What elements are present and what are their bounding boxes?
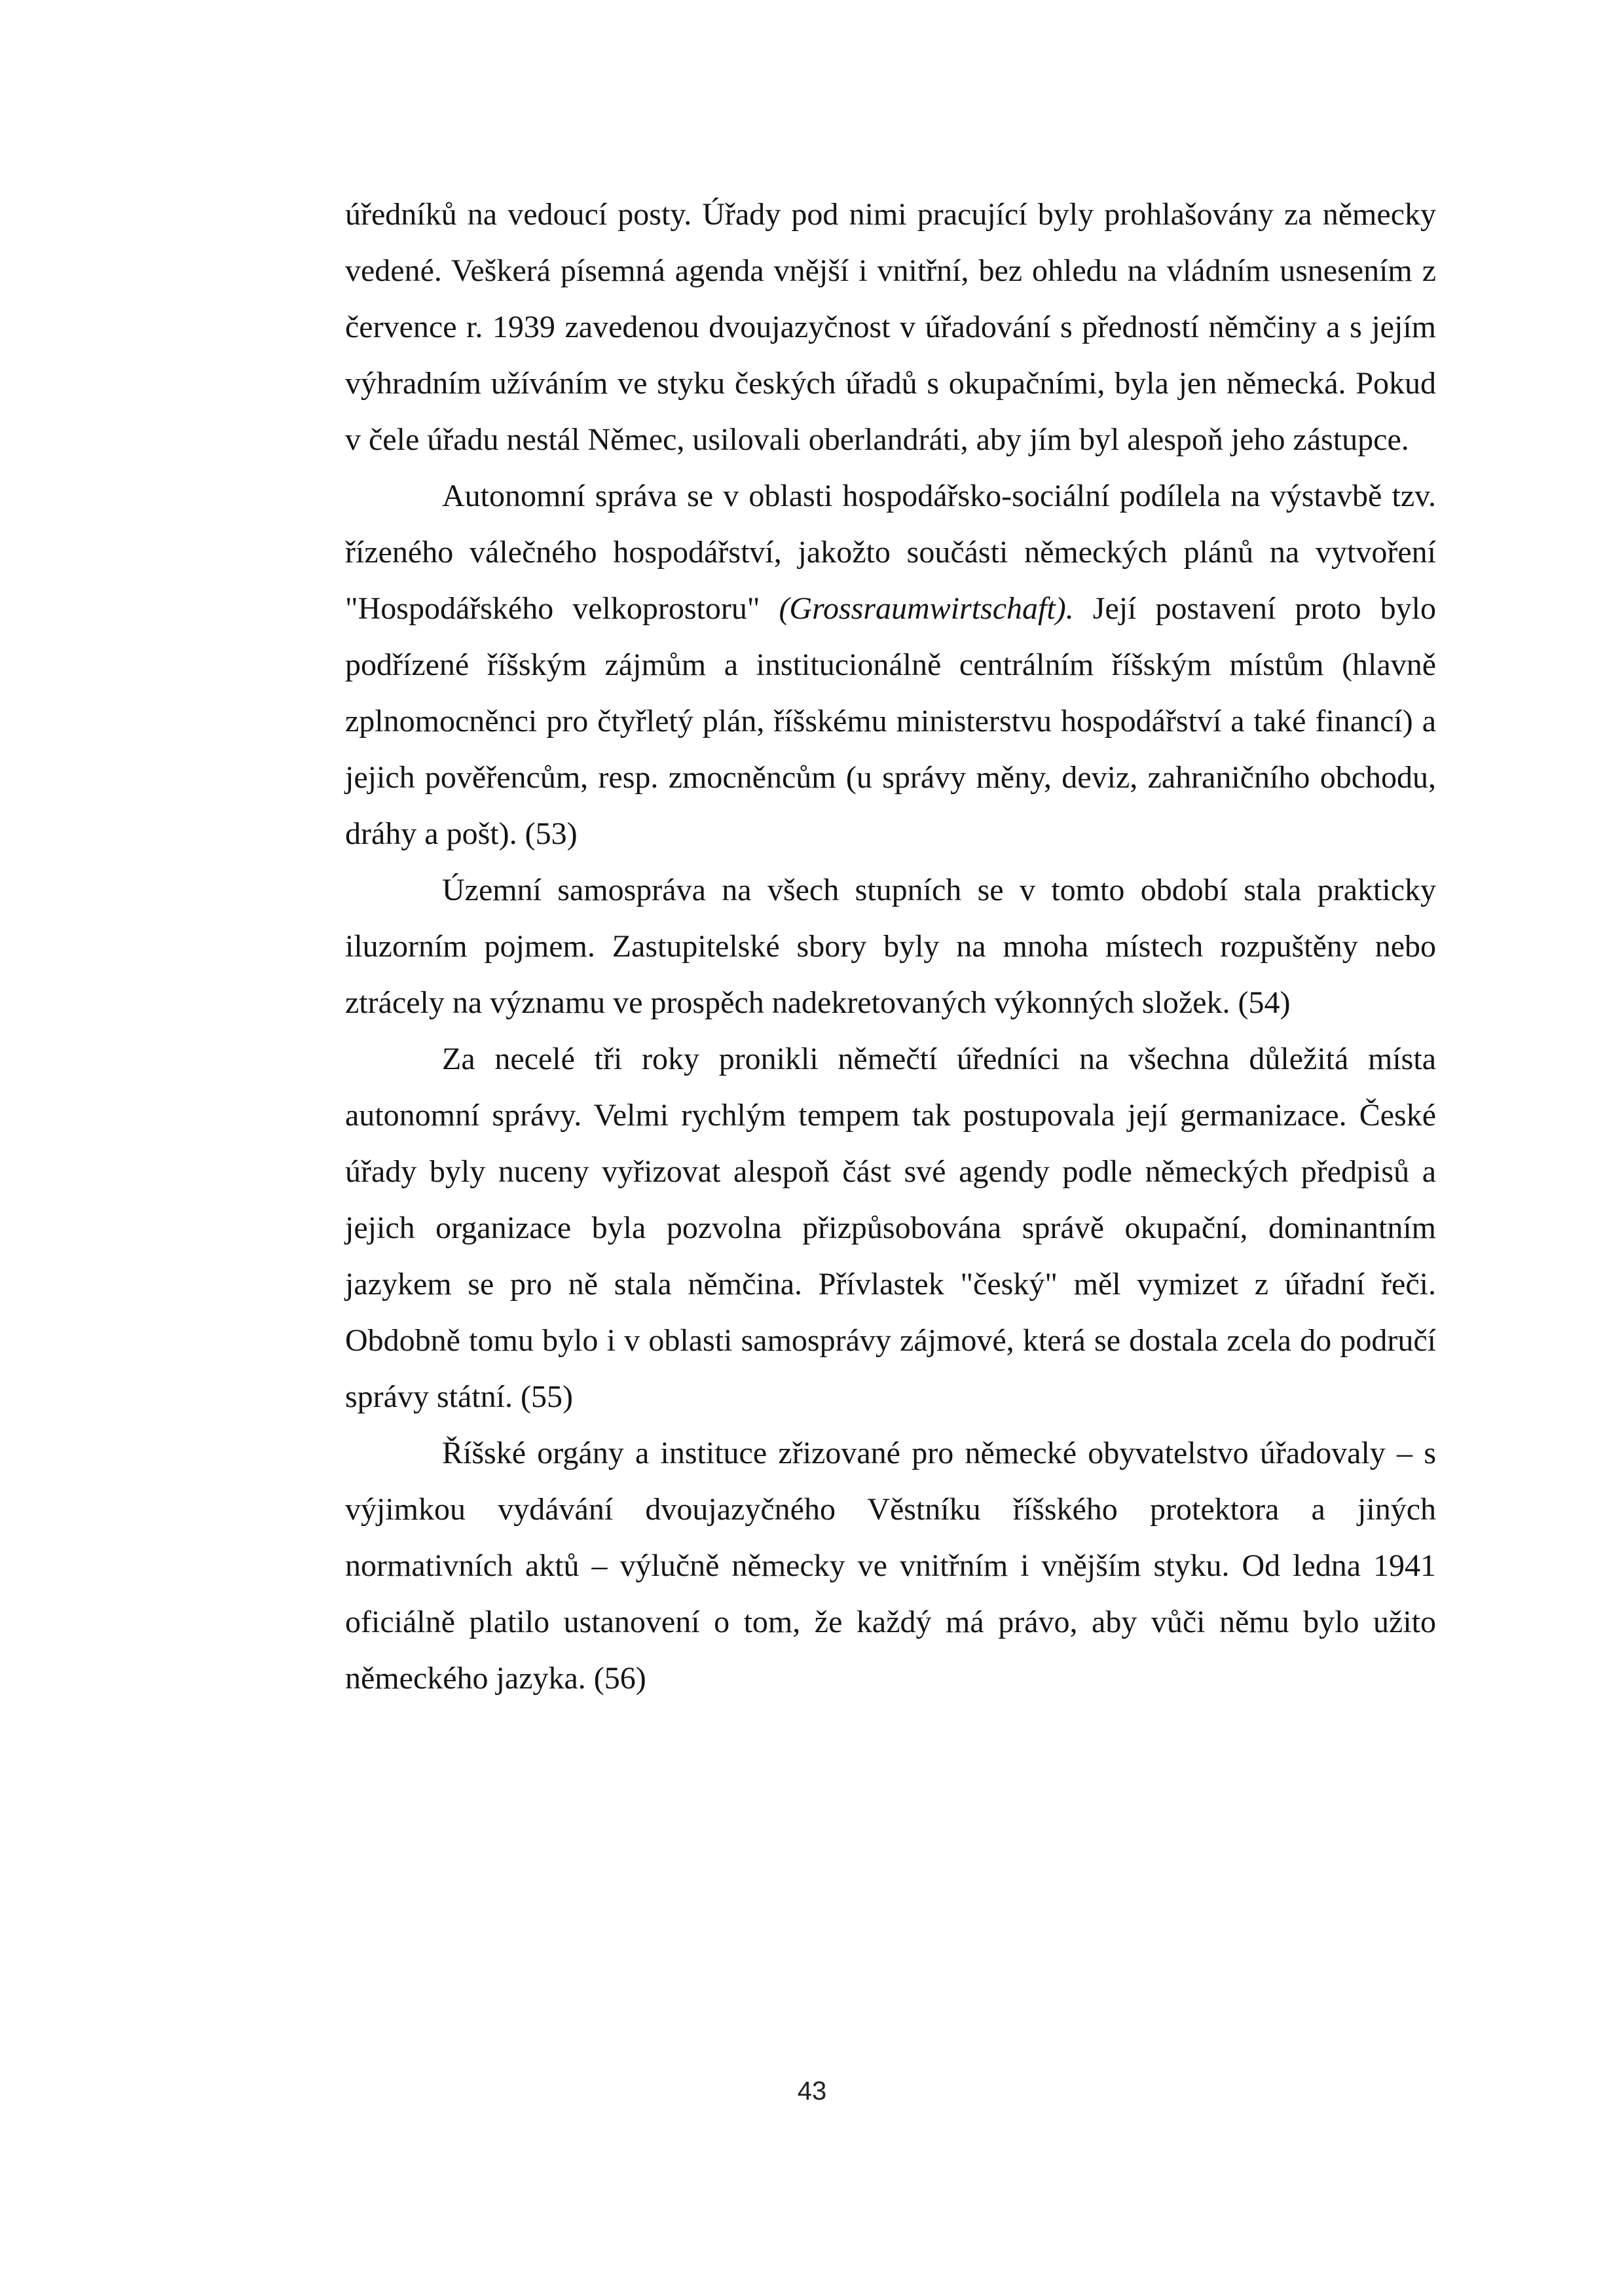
paragraph-4: Za necelé tři roky pronikli němečtí úředníci na všechna důležitá místa autonomní správy. Velmi rychlým tempem tak postupovala její germanizace. České úřady byly nuceny vyřizovat alespoň část své agendy podle německých předpisů a jejich organizace byla pozvolna přizpůsobována správě okupační, dominantním jazykem se pro ně stala němčina. Přívlastek "český" měl vymizet z úřadní řeči. Obdobně tomu bylo i v oblasti samosprávy zájmové, která se dostala zcela do područí správy státní. (55) <box>345 1042 1436 1414</box>
paragraph-1: úředníků na vedoucí posty. Úřady pod nimi pracující byly prohlašovány za německy vedené. Veškerá písemná agenda vnější i vnitřní, bez ohledu na vládním usnesením z července r. 1939 zavedenou dvoujazyčnost v úřadování s předností němčiny a s jejím výhradním užíváním ve styku českých úřadů s okupačními, byla jen německá. Pokud v čele úřadu nestál Němec, usilovali oberlandráti, aby jím byl alespoň jeho zástupce. <box>345 197 1436 457</box>
paragraph-3: Územní samospráva na všech stupních se v tomto období stala prakticky iluzorním pojmem. Zastupitelské sbory byly na mnoha místech rozpuštěny nebo ztrácely na významu ve prospěch nadekretovaných výkonných složek. (54) <box>345 873 1436 1020</box>
document-body <box>345 187 1436 1707</box>
paragraph-2-text-after: Její postavení proto bylo podřízené říšským zájmům a institucionálně centrálním říšským místům (hlavně zplnomocněnci pro čtyřletý plán, říšskému ministerstvu hospodářství a také financí) a jejich pověřencům, resp. zmocněncům (u správy měny, deviz, zahraničního obchodu, dráhy a pošt). (53) <box>345 591 1436 851</box>
page-number: 43 <box>797 2077 827 2105</box>
paragraph-2-italic-term: (Grossraumwirtschaft). <box>779 591 1074 626</box>
paragraph-5: Říšské orgány a instituce zřizované pro německé obyvatelstvo úřadovaly – s výjimkou vydávání dvoujazyčného Věstníku říšského protektora a jiných normativních aktů – výlučně německy ve vnitřním i vnějším styku. Od ledna 1941 oficiálně platilo ustanovení o tom, že každý má právo, aby vůči němu bylo užito německého jazyka. (56) <box>345 1436 1436 1696</box>
paragraph-2-text-before: Autonomní správa se v oblasti hospodářsko-sociální podílela na výstavbě tzv. řízeného válečného hospodářství, jakožto součásti německých plánů na vytvoření "Hospodářského velkoprostoru" <box>345 479 1436 626</box>
paragraph-2 <box>345 468 1436 862</box>
